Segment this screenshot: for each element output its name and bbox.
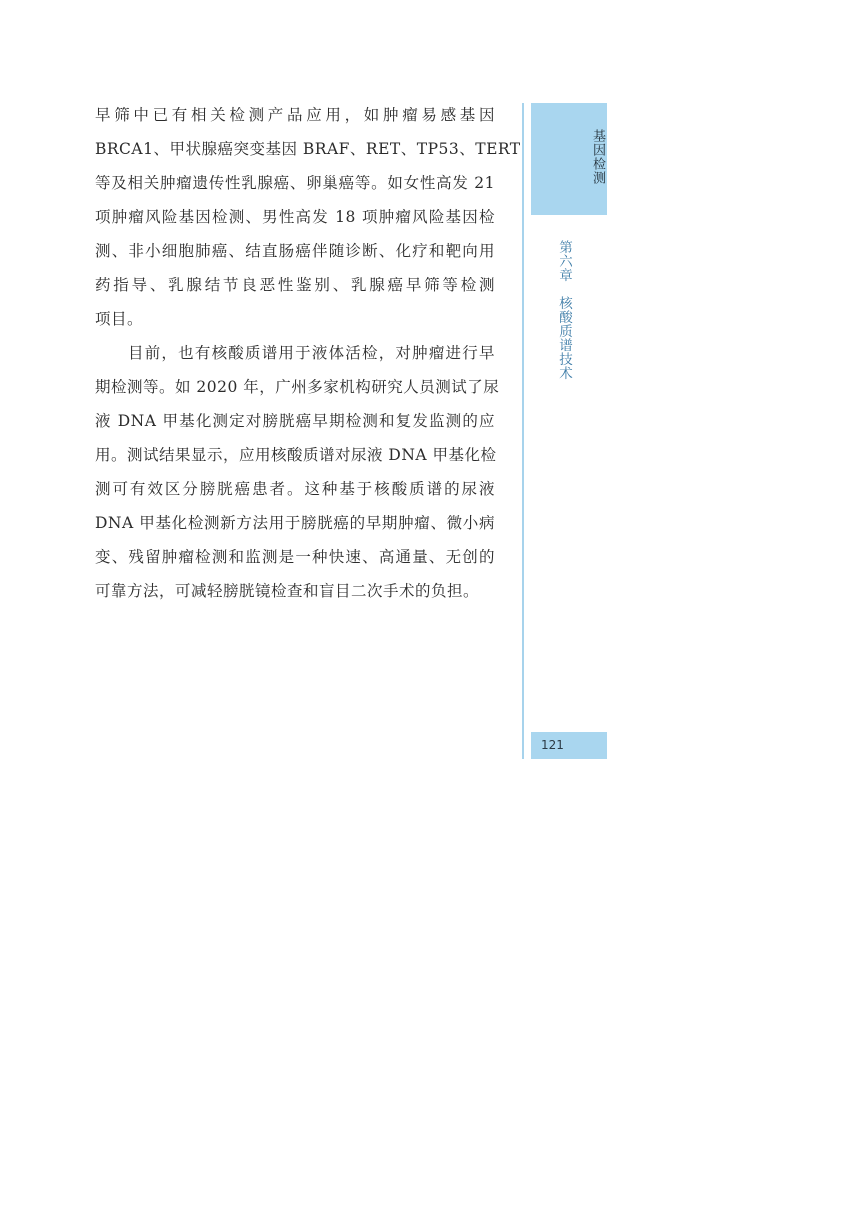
- body-line: 目前，也有核酸质谱用于液体活检，对肿瘤进行早: [128, 344, 495, 362]
- section-tab: [531, 103, 607, 215]
- body-line: 项目。: [95, 310, 144, 328]
- body-line: 药指导、乳腺结节良恶性鉴别、乳腺癌早筛等检测: [95, 276, 495, 294]
- body-line: 测可有效区分膀胱癌患者。这种基于核酸质谱的尿液: [95, 480, 495, 498]
- page-number-tab: [531, 732, 607, 759]
- body-line: BRCA1、甲状腺癌突变基因 BRAF、RET、TP53、TERT: [95, 140, 521, 158]
- body-line: 项肿瘤风险基因检测、男性高发 18 项肿瘤风险基因检: [95, 208, 495, 226]
- body-line: 等及相关肿瘤遗传性乳腺癌、卵巢癌等。如女性高发 21: [95, 174, 495, 192]
- section-title: 基因检测: [590, 129, 605, 185]
- body-line: 变、残留肿瘤检测和监测是一种快速、高通量、无创的: [95, 548, 495, 566]
- body-line: 可靠方法，可减轻膀胱镜检查和盲目二次手术的负担。: [95, 582, 480, 600]
- margin-rule: [522, 103, 524, 759]
- chapter-title: 第六章 核酸质谱技术: [556, 240, 572, 380]
- body-line: 用。测试结果显示，应用核酸质谱对尿液 DNA 甲基化检: [95, 446, 497, 464]
- body-line: 早筛中已有相关检测产品应用，如肿瘤易感基因: [95, 106, 495, 124]
- body-line: DNA 甲基化检测新方法用于膀胱癌的早期肿瘤、微小病: [95, 514, 495, 532]
- page-number: 121: [541, 738, 564, 752]
- body-line: 测、非小细胞肺癌、结直肠癌伴随诊断、化疗和靶向用: [95, 242, 495, 260]
- body-line: 液 DNA 甲基化测定对膀胱癌早期检测和复发监测的应: [95, 412, 495, 430]
- body-line: 期检测等。如 2020 年，广州多家机构研究人员测试了尿: [95, 378, 500, 396]
